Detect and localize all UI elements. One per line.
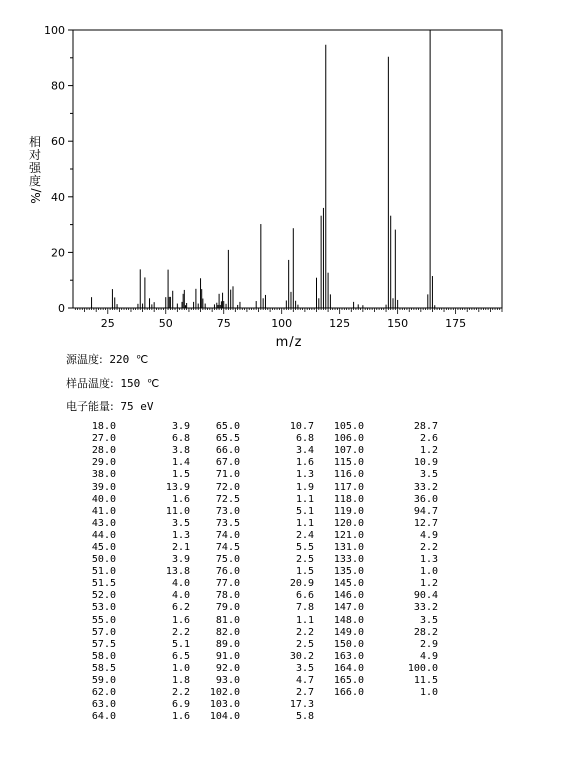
peak-mz: 116.0 [333, 469, 364, 481]
peak-intensity: 4.0 [171, 590, 190, 602]
peak-mz: 72.0 [215, 481, 240, 493]
peak-intensity: 2.4 [295, 529, 314, 541]
peak-intensity: 1.6 [171, 614, 190, 626]
peak-mz: 64.0 [91, 711, 116, 723]
peak-mz: 119.0 [333, 505, 364, 517]
peak-intensity: 10.9 [413, 457, 438, 469]
peak-table-row [66, 445, 438, 457]
electron-energy [66, 398, 153, 414]
peak-mz: 74.0 [215, 529, 240, 541]
y-tick-label: 100 [44, 24, 65, 37]
peak-table-row [66, 699, 438, 711]
peak-mz: 163.0 [333, 650, 364, 662]
peak-mz: 145.0 [333, 578, 364, 590]
peak-mz: 38.0 [91, 469, 116, 481]
peak-mz: 71.0 [215, 469, 240, 481]
peak-mz: 147.0 [333, 602, 364, 614]
peak-table-row [66, 711, 438, 723]
peak-table-row [66, 506, 438, 518]
peak-mz: 51.5 [91, 578, 116, 590]
x-tick-label: 75 [216, 317, 231, 330]
y-axis-title-char: 度 [28, 174, 42, 188]
peak-mz: 76.0 [215, 566, 240, 578]
peak-mz: 93.0 [215, 675, 240, 687]
y-axis-title-char: 强 [28, 161, 42, 175]
peak-table-row [66, 469, 438, 481]
y-axis-title-chars [29, 134, 42, 188]
peak-intensity: 3.5 [295, 662, 314, 674]
peak-intensity: 5.8 [295, 711, 314, 723]
peak-table [66, 421, 438, 723]
peak-mz: 102.0 [209, 687, 240, 699]
peak-intensity: 3.5 [171, 517, 190, 529]
mass-spectrum-chart [0, 0, 570, 350]
peak-mz: 29.0 [91, 457, 116, 469]
x-tick-label: 50 [158, 317, 173, 330]
plot-border [73, 30, 502, 308]
y-tick-label: 0 [58, 302, 65, 315]
peak-intensity: 1.5 [171, 469, 190, 481]
peak-intensity: 1.1 [295, 517, 314, 529]
peak-intensity: 6.5 [171, 650, 190, 662]
peak-mz: 28.0 [91, 445, 116, 457]
peak-intensity: 1.1 [295, 614, 314, 626]
peak-intensity: 3.4 [295, 445, 314, 457]
peak-intensity: 100.0 [407, 662, 438, 674]
peak-mz: 65.0 [215, 421, 240, 433]
y-axis [44, 24, 73, 315]
peak-bars [92, 30, 435, 308]
peak-intensity: 90.4 [413, 590, 438, 602]
x-tick-label: 25 [100, 317, 115, 330]
peak-intensity: 1.3 [295, 469, 314, 481]
peak-table-row [66, 651, 438, 663]
peak-intensity: 1.4 [171, 457, 190, 469]
peak-intensity: 33.2 [413, 481, 438, 493]
peak-intensity: 1.0 [419, 566, 438, 578]
peak-mz: 65.5 [215, 433, 240, 445]
y-axis-title [29, 187, 43, 203]
peak-intensity: 2.5 [295, 638, 314, 650]
peak-mz: 27.0 [91, 433, 116, 445]
peak-mz: 106.0 [333, 433, 364, 445]
y-axis-title-percent: %/ [29, 188, 43, 204]
peak-mz [314, 711, 364, 723]
peak-mz: 103.0 [209, 699, 240, 711]
peak-intensity: 4.9 [419, 650, 438, 662]
peak-mz: 75.0 [215, 554, 240, 566]
peak-mz: 107.0 [333, 445, 364, 457]
x-tick-label: 100 [271, 317, 293, 330]
sample-temperature [66, 375, 159, 391]
peak-mz: 39.0 [91, 481, 116, 493]
peak-intensity: 2.1 [171, 541, 190, 553]
peak-intensity: 1.2 [419, 445, 438, 457]
y-tick-label: 60 [51, 135, 65, 149]
peak-table-row [66, 530, 438, 542]
peak-intensity: 36.0 [413, 493, 438, 505]
peak-mz: 55.0 [91, 614, 116, 626]
peak-mz: 77.0 [215, 578, 240, 590]
peak-table-row [66, 481, 438, 493]
peak-intensity: 11.5 [413, 675, 438, 687]
peak-mz: 104.0 [209, 711, 240, 723]
peak-intensity: 6.8 [171, 433, 190, 445]
peak-intensity [364, 711, 438, 723]
peak-intensity: 1.8 [171, 675, 190, 687]
y-tick-label: 20 [51, 246, 65, 260]
peak-mz: 118.0 [333, 493, 364, 505]
electron-energy-label: 电子能量: [66, 400, 114, 413]
y-axis-title-char: 对 [28, 148, 42, 162]
peak-intensity: 28.2 [413, 626, 438, 638]
peak-mz: 51.0 [91, 566, 116, 578]
peak-intensity: 12.7 [413, 517, 438, 529]
peak-mz: 41.0 [91, 505, 116, 517]
peak-mz: 52.0 [91, 590, 116, 602]
peak-table-row [66, 518, 438, 530]
source-temperature-value: 220 ℃ [109, 353, 149, 366]
peak-mz: 57.0 [91, 626, 116, 638]
peak-mz: 57.5 [91, 638, 116, 650]
peak-intensity: 1.0 [419, 687, 438, 699]
peak-table-row [66, 433, 438, 445]
peak-intensity: 6.6 [295, 590, 314, 602]
peak-table-row [66, 615, 438, 627]
peak-table-row [66, 554, 438, 566]
peak-mz: 150.0 [333, 638, 364, 650]
peak-intensity: 2.2 [171, 626, 190, 638]
peak-mz: 135.0 [333, 566, 364, 578]
peak-intensity: 1.6 [295, 457, 314, 469]
peak-intensity: 2.2 [419, 541, 438, 553]
y-tick-label: 40 [51, 190, 65, 204]
peak-intensity: 1.0 [171, 662, 190, 674]
y-axis-title-char: 相 [28, 135, 42, 149]
peak-intensity: 1.3 [171, 529, 190, 541]
peak-intensity: 4.0 [171, 578, 190, 590]
peak-mz: 78.0 [215, 590, 240, 602]
sample-temperature-label: 样品温度: [66, 377, 114, 390]
electron-energy-value: 75 eV [120, 400, 154, 413]
x-tick-label: 175 [445, 317, 467, 330]
peak-intensity: 3.5 [419, 614, 438, 626]
peak-intensity: 2.5 [295, 554, 314, 566]
peak-table-row [66, 457, 438, 469]
x-axis [75, 308, 502, 330]
peak-mz: 50.0 [91, 554, 116, 566]
peak-intensity: 3.8 [171, 445, 190, 457]
peak-intensity: 2.7 [295, 687, 314, 699]
peak-mz: 59.0 [91, 675, 116, 687]
peak-mz [314, 699, 364, 711]
peak-table-row [66, 675, 438, 687]
x-tick-label: 125 [329, 317, 351, 330]
peak-mz: 166.0 [333, 687, 364, 699]
peak-mz: 58.0 [91, 650, 116, 662]
peak-table-row [66, 627, 438, 639]
peak-intensity: 17.3 [289, 699, 314, 711]
peak-mz: 53.0 [91, 602, 116, 614]
y-tick-label: 80 [51, 79, 65, 93]
peak-mz: 73.0 [215, 505, 240, 517]
peak-intensity: 1.3 [419, 554, 438, 566]
peak-intensity: 6.2 [171, 602, 190, 614]
peak-intensity: 1.5 [295, 566, 314, 578]
peak-mz: 89.0 [215, 638, 240, 650]
peak-mz: 79.0 [215, 602, 240, 614]
peak-mz: 117.0 [333, 481, 364, 493]
peak-mz: 91.0 [215, 650, 240, 662]
peak-intensity: 33.2 [413, 602, 438, 614]
peak-table-row [66, 687, 438, 699]
peak-mz: 73.5 [215, 517, 240, 529]
peak-intensity: 1.6 [171, 493, 190, 505]
peak-intensity: 2.2 [295, 626, 314, 638]
peak-mz: 115.0 [333, 457, 364, 469]
peak-table-row [66, 590, 438, 602]
peak-intensity: 28.7 [413, 421, 438, 433]
peak-mz: 131.0 [333, 541, 364, 553]
peak-intensity: 5.1 [295, 505, 314, 517]
peak-mz: 81.0 [215, 614, 240, 626]
peak-intensity: 13.9 [165, 481, 190, 493]
peak-mz: 74.5 [215, 541, 240, 553]
peak-mz: 164.0 [333, 662, 364, 674]
peak-mz: 44.0 [91, 529, 116, 541]
peak-intensity: 1.9 [295, 481, 314, 493]
peak-table-row [66, 578, 438, 590]
peak-mz: 62.0 [91, 687, 116, 699]
sample-temperature-value: 150 ℃ [120, 377, 160, 390]
peak-intensity: 3.9 [171, 421, 190, 433]
x-axis-title: m/z [275, 335, 303, 350]
peak-intensity: 5.1 [171, 638, 190, 650]
x-tick-label: 150 [387, 317, 409, 330]
peak-intensity: 10.7 [289, 421, 314, 433]
source-temperature [66, 351, 148, 367]
peak-mz: 45.0 [91, 541, 116, 553]
peak-table-row [66, 602, 438, 614]
peak-intensity: 2.9 [419, 638, 438, 650]
peak-intensity: 7.8 [295, 602, 314, 614]
peak-table-row [66, 494, 438, 506]
source-temperature-label: 源温度: [66, 353, 103, 366]
peak-table-row [66, 542, 438, 554]
peak-intensity [364, 699, 438, 711]
peak-intensity: 30.2 [289, 650, 314, 662]
peak-intensity: 5.5 [295, 541, 314, 553]
peak-mz: 43.0 [91, 517, 116, 529]
peak-intensity: 13.8 [165, 566, 190, 578]
peak-intensity: 3.5 [419, 469, 438, 481]
peak-mz: 121.0 [333, 529, 364, 541]
peak-mz: 133.0 [333, 554, 364, 566]
peak-mz: 92.0 [215, 662, 240, 674]
peak-intensity: 4.9 [419, 529, 438, 541]
peak-intensity: 1.6 [171, 711, 190, 723]
peak-intensity: 2.6 [419, 433, 438, 445]
peak-mz: 149.0 [333, 626, 364, 638]
peak-mz: 120.0 [333, 517, 364, 529]
peak-mz: 72.5 [215, 493, 240, 505]
peak-mz: 40.0 [91, 493, 116, 505]
peak-mz: 63.0 [91, 699, 116, 711]
peak-mz: 66.0 [215, 445, 240, 457]
peak-intensity: 6.9 [171, 699, 190, 711]
peak-intensity: 94.7 [413, 505, 438, 517]
peak-mz: 165.0 [333, 675, 364, 687]
peak-mz: 58.5 [91, 662, 116, 674]
peak-intensity: 1.1 [295, 493, 314, 505]
peak-table-row [66, 566, 438, 578]
peak-intensity: 2.2 [171, 687, 190, 699]
peak-mz: 82.0 [215, 626, 240, 638]
peak-intensity: 20.9 [289, 578, 314, 590]
peak-mz: 18.0 [91, 421, 116, 433]
peak-intensity: 3.9 [171, 554, 190, 566]
peak-table-row [66, 663, 438, 675]
plot-frame [73, 30, 502, 308]
peak-mz: 146.0 [333, 590, 364, 602]
peak-table-row [66, 639, 438, 651]
peak-intensity: 6.8 [295, 433, 314, 445]
peak-mz: 67.0 [215, 457, 240, 469]
peak-intensity: 11.0 [165, 505, 190, 517]
peak-intensity: 1.2 [419, 578, 438, 590]
peak-intensity: 4.7 [295, 675, 314, 687]
peak-mz: 105.0 [333, 421, 364, 433]
peak-table-row [66, 421, 438, 433]
peak-mz: 148.0 [333, 614, 364, 626]
